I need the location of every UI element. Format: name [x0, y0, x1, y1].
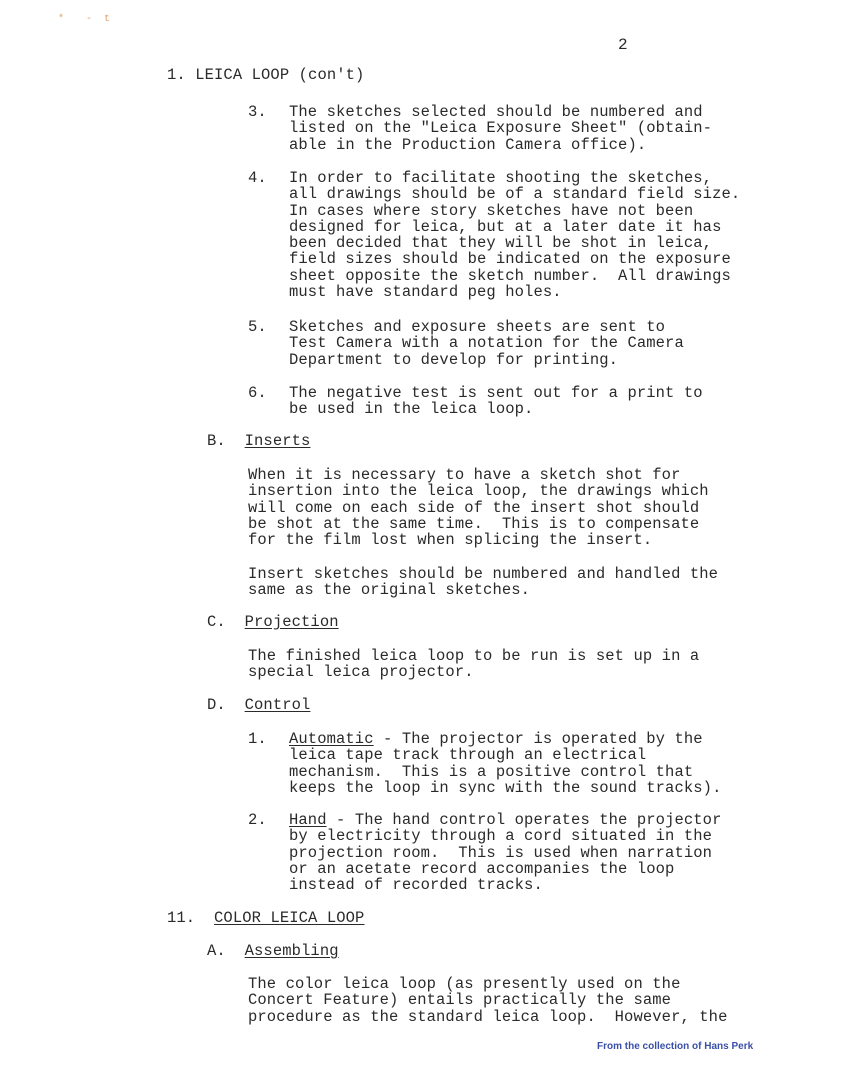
section-heading-1 [167, 67, 364, 83]
paragraph-line: The color leica loop (as presently used on the [248, 975, 681, 993]
paragraph-line: Insert sketches should be numbered and handled the [248, 565, 719, 583]
paragraph-line: same as the original sketches. [248, 581, 531, 600]
subsection-title: Control [244, 696, 311, 714]
corner-mark: t [104, 14, 111, 25]
paragraph [248, 976, 727, 1025]
item-line: designed for leica, but at a later date it has [289, 217, 722, 236]
paragraph-line: be shot at the same time. This is to compensate [248, 514, 700, 533]
item-number: 4. [248, 169, 267, 187]
subsection-heading-b [207, 433, 310, 449]
paragraph [248, 648, 699, 681]
page-number: 2 [618, 36, 628, 54]
paragraph-line: When it is necessary to have a sketch shot for [248, 466, 681, 484]
item-line: Test Camera with a notation for the Camera [289, 334, 684, 353]
list-item [248, 730, 722, 797]
list-item [248, 169, 741, 302]
subsection-letter: A. [207, 942, 226, 960]
item-number: 6. [248, 384, 267, 402]
item-number: 1. [248, 730, 267, 748]
section-heading-11 [167, 910, 364, 926]
subsection-heading-c [207, 614, 339, 630]
subsection-letter: C. [207, 613, 226, 631]
list-item [248, 384, 703, 419]
section-number: 1. [167, 66, 186, 84]
paragraph-line: The finished leica loop to be run is set up in a [248, 647, 700, 665]
item-line: leica tape track through an electrical [289, 746, 647, 765]
item-line: keeps the loop in sync with the sound tracks). [289, 778, 722, 797]
subsection-title: Projection [244, 613, 339, 631]
item-line: instead of recorded tracks. [289, 876, 543, 895]
item-number: 2. [248, 811, 267, 829]
paragraph-line: special leica projector. [248, 663, 474, 682]
item-number: 5. [248, 318, 267, 336]
subsection-letter: D. [207, 696, 226, 714]
item-line: The negative test is sent out for a print to [289, 384, 703, 402]
item-label: Hand [289, 811, 327, 829]
item-line: The sketches selected should be numbered and [289, 103, 703, 121]
item-line: all drawings should be of a standard field size. [289, 185, 741, 204]
section-title: COLOR LEICA LOOP [214, 909, 365, 927]
item-line: mechanism. This is a positive control that [289, 762, 694, 781]
item-line: In order to facilitate shooting the sketches, [289, 169, 713, 187]
paragraph-line: insertion into the leica loop, the drawings which [248, 482, 709, 501]
subsection-letter: B. [207, 432, 226, 450]
list-item [248, 103, 713, 154]
list-item [248, 811, 722, 895]
item-number: 3. [248, 103, 267, 121]
item-line: sheet opposite the sketch number. All drawings [289, 266, 731, 285]
item-line-rest: - The hand control operates the projector [326, 811, 722, 829]
item-line-rest: - The projector is operated by the [373, 730, 703, 748]
subsection-title: Assembling [244, 942, 339, 960]
item-label: Automatic [289, 730, 374, 748]
item-line: In cases where story sketches have not been [289, 201, 694, 220]
section-title: LEICA LOOP (con't) [195, 66, 365, 84]
collection-credit: From the collection of Hans Perk [597, 1041, 754, 1052]
paragraph [248, 566, 718, 599]
subsection-heading-d [207, 697, 310, 713]
paragraph-line: Concert Feature) entails practically the same [248, 991, 672, 1010]
section-number: 11. [167, 909, 196, 927]
subsection-heading-a [207, 943, 339, 959]
item-line: by electricity through a cord situated in the [289, 827, 713, 846]
paragraph-line: will come on each side of the insert shot should [248, 498, 700, 517]
paragraph [248, 467, 709, 548]
subsection-title: Inserts [244, 432, 311, 450]
item-line: projection room. This is used when narration [289, 843, 713, 862]
item-line: Department to develop for printing. [289, 350, 619, 369]
item-line: be used in the leica loop. [289, 400, 534, 419]
item-line: been decided that they will be shot in leica, [289, 234, 713, 253]
corner-mark: - [86, 14, 93, 25]
corner-mark: * [58, 14, 65, 25]
item-line: field sizes should be indicated on the exposure [289, 250, 731, 269]
item-line [289, 812, 721, 828]
item-line: able in the Production Camera office). [289, 135, 647, 154]
paragraph-line: for the film lost when splicing the insert. [248, 531, 653, 550]
item-line: Sketches and exposure sheets are sent to [289, 318, 666, 336]
item-line: or an acetate record accompanies the loop [289, 859, 675, 878]
item-line: listed on the "Leica Exposure Sheet" (obtain- [289, 119, 713, 138]
item-line [289, 731, 721, 747]
item-line: must have standard peg holes. [289, 283, 562, 302]
list-item [248, 318, 684, 369]
paragraph-line: procedure as the standard leica loop. However, the [248, 1007, 728, 1026]
